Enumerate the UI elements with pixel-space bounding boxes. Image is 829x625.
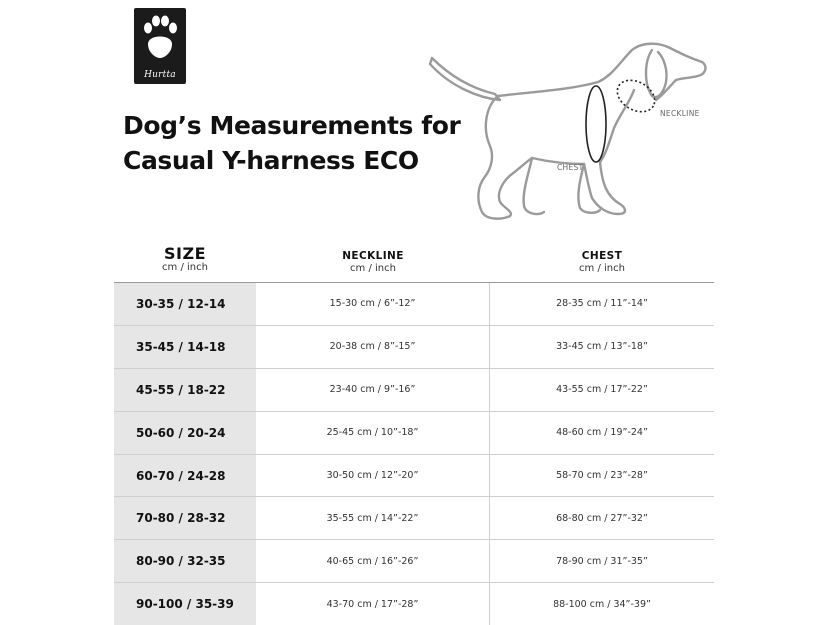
- chest-cell: 43-55 cm / 17”-22”: [556, 384, 648, 396]
- chest-header-label: CHEST: [581, 250, 623, 262]
- table-row: [114, 412, 714, 455]
- size-table: [114, 238, 714, 625]
- brand-name: Hurtta: [144, 70, 176, 80]
- table-row: [114, 583, 714, 625]
- size-cell: 50-60 / 20-24: [114, 412, 256, 454]
- dog-measurement-diagram: [420, 36, 720, 226]
- table-body: [114, 283, 714, 625]
- table-row: [114, 283, 714, 326]
- neckline-cell: 43-70 cm / 17”-28”: [256, 583, 490, 625]
- neckline-cell: 20-38 cm / 8”-15”: [256, 326, 490, 368]
- size-header-label: SIZE: [163, 244, 206, 263]
- neckline-diagram-label: NECKLINE: [660, 109, 700, 118]
- title-line-2: Casual Y-harness ECO: [123, 146, 419, 175]
- table-row: [114, 455, 714, 498]
- table-header: [114, 238, 714, 283]
- table-row: [114, 540, 714, 583]
- neckline-measure-loop: [612, 74, 661, 118]
- chest-cell: 58-70 cm / 23”-28”: [556, 470, 648, 481]
- chest-cell: 48-60 cm / 19”-24”: [556, 427, 648, 439]
- chest-diagram-label: CHEST: [557, 163, 584, 172]
- chest-header-unit: cm / inch: [579, 263, 625, 274]
- neckline-header-unit: cm / inch: [350, 263, 396, 274]
- chest-column-header: [490, 250, 714, 274]
- chest-cell: 78-90 cm / 31”-35”: [556, 555, 648, 567]
- chest-measure-loop: [586, 86, 606, 162]
- dog-outline: [430, 44, 705, 219]
- neckline-cell: 23-40 cm / 9”-16”: [256, 369, 490, 411]
- chest-cell: 68-80 cm / 27”-32”: [556, 512, 648, 524]
- size-cell: 45-55 / 18-22: [114, 369, 256, 411]
- chest-cell: 33-45 cm / 13”-18”: [556, 341, 648, 353]
- neckline-cell: 25-45 cm / 10”-18”: [256, 412, 490, 454]
- size-cell: 60-70 / 24-28: [114, 455, 256, 497]
- table-row: [114, 326, 714, 369]
- size-cell: 90-100 / 35-39: [114, 583, 256, 625]
- chest-cell: 88-100 cm / 34”-39”: [553, 598, 651, 610]
- size-cell: 70-80 / 28-32: [114, 497, 256, 539]
- neckline-header-label: NECKLINE: [342, 250, 404, 262]
- brand-logo: [134, 8, 186, 84]
- table-row: [114, 497, 714, 540]
- neckline-cell: 40-65 cm / 16”-26”: [256, 540, 490, 582]
- size-cell: 35-45 / 14-18: [114, 326, 256, 368]
- size-cell: 80-90 / 32-35: [114, 540, 256, 582]
- table-row: [114, 369, 714, 412]
- neckline-column-header: [256, 250, 490, 274]
- neckline-cell: 35-55 cm / 14”-22”: [256, 497, 490, 539]
- size-header-unit: cm / inch: [162, 262, 208, 273]
- neckline-cell: 30-50 cm / 12”-20”: [256, 455, 490, 497]
- chest-cell: 28-35 cm / 11”-14”: [556, 298, 648, 310]
- size-cell: 30-35 / 12-14: [114, 283, 256, 325]
- title-line-1: Dog’s Measurements for: [123, 111, 461, 140]
- neckline-cell: 15-30 cm / 6”-12”: [256, 283, 490, 325]
- size-column-header: [114, 244, 256, 273]
